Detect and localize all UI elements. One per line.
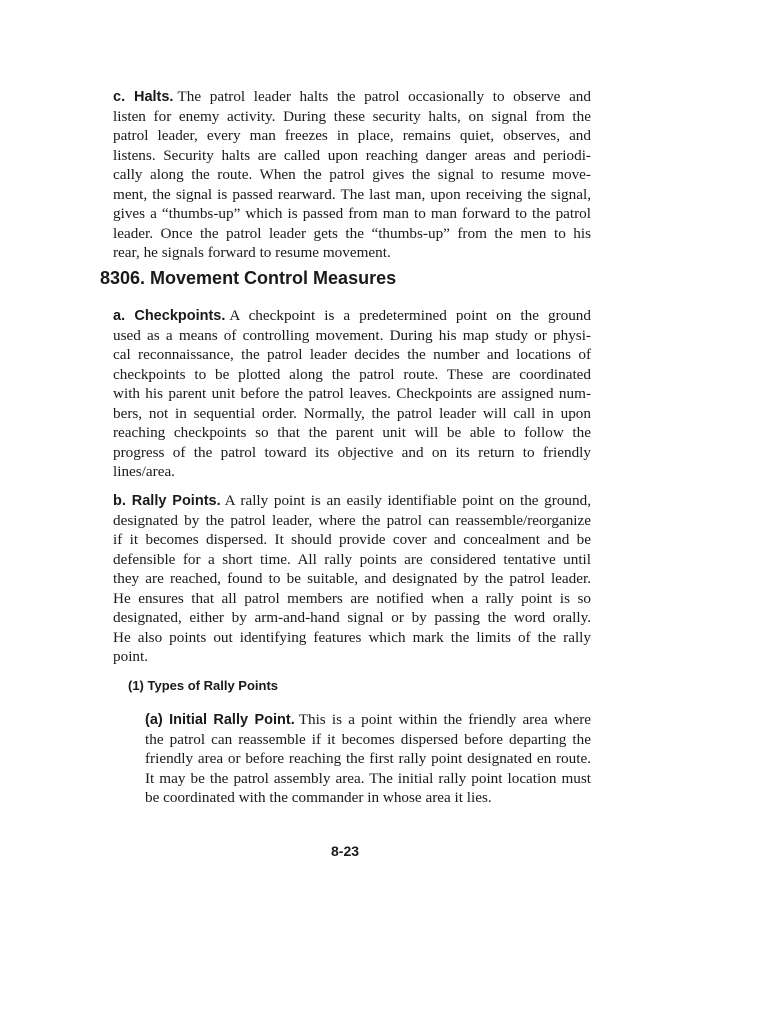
line-text: friendly area or before reaching the first rally point designated en route. (145, 750, 591, 767)
text-line (113, 224, 591, 244)
line-text: A checkpoint is a predetermined point on the ground (229, 307, 591, 324)
line-text: patrol leader, every man freezes in place, remains quiet, observes, and (113, 127, 591, 144)
line-text: if it becomes dispersed. It should provide cover and concealment and be (113, 531, 591, 548)
text-line (113, 647, 591, 667)
text-line (113, 404, 591, 424)
text-line (113, 243, 591, 263)
line-text: listens. Security halts are called upon reaching danger areas and periodi- (113, 146, 591, 164)
line-text: A rally point is an easily identifiable point on the ground, (224, 492, 592, 509)
text-line (113, 462, 591, 482)
line-text: designated by the patrol leader, where the patrol can reassemble/reorganize (113, 511, 591, 529)
text-line (145, 730, 591, 750)
text-line (113, 628, 591, 648)
page-number: 8-23 (331, 843, 360, 859)
run-in-heading: b. Rally Points. (113, 493, 221, 509)
text-line (113, 443, 591, 463)
text-line (113, 107, 591, 127)
text-line (113, 491, 591, 511)
line-text: cally along the route. When the patrol gives the signal to resume move- (113, 166, 591, 183)
text-line (113, 126, 591, 146)
text-line (113, 384, 591, 404)
line-text: He also points out identifying features which mark the limits of the rally (113, 628, 591, 646)
line-text: defensible for a short time. All rally points are considered tentative until (113, 550, 591, 568)
line-text: cal reconnaissance, the patrol leader decides the number and locations of (113, 346, 591, 363)
initial-rally-point-paragraph (145, 710, 591, 808)
line-text: point. (113, 648, 149, 665)
text-line (113, 511, 591, 531)
text-line (113, 530, 591, 550)
text-line (145, 769, 591, 789)
line-text: progress of the patrol toward its objective and on its return to friendly (113, 443, 591, 461)
line-text: ment, the signal is passed rearward. The last man, upon receiving the signal, (113, 185, 591, 203)
run-in-heading: (a) Initial Rally Point. (145, 712, 295, 728)
types-of-rally-points-heading: (1) Types of Rally Points (128, 678, 279, 693)
line-text: It may be the patrol assembly area. The initial rally point location must (145, 769, 591, 787)
line-text: with his parent unit before the patrol leaves. Checkpoints are assigned num- (113, 385, 591, 402)
text-line (113, 608, 591, 628)
text-line (113, 569, 591, 589)
line-text: leader. Once the patrol leader gets the “thumbs-up” from the men to his (113, 224, 591, 242)
text-line (113, 87, 591, 107)
run-in-heading: a. Checkpoints. (113, 308, 226, 324)
line-text: they are reached, found to be suitable, and designated by the patrol leader. (113, 570, 591, 587)
line-text: bers, not in sequential order. Normally, the patrol leader will call in upon (113, 404, 591, 422)
line-text: This is a point within the friendly area where (298, 711, 591, 728)
line-text: listen for enemy activity. During these security halts, on signal from the (113, 107, 591, 125)
line-text: He ensures that all patrol members are notified when a rally point is so (113, 589, 591, 607)
section-title: 8306. Movement Control Measures (100, 268, 397, 288)
line-text: the patrol can reassemble if it becomes dispersed before departing the (145, 730, 591, 748)
line-text: The patrol leader halts the patrol occasionally to observe and (177, 88, 591, 105)
rally-points-paragraph (113, 491, 591, 667)
line-text: gives a “thumbs-up” which is passed from man to man forward to the patrol (113, 205, 591, 222)
text-line (113, 423, 591, 443)
run-in-heading: c. Halts. (113, 89, 174, 105)
halts-paragraph (113, 87, 591, 263)
line-text: rear, he signals forward to resume movement. (113, 244, 391, 261)
line-text: lines/area. (113, 463, 175, 480)
text-line (113, 204, 591, 224)
text-line (113, 589, 591, 609)
text-line (113, 165, 591, 185)
text-line (113, 326, 591, 346)
text-line (113, 306, 591, 326)
text-line (113, 185, 591, 205)
text-line (113, 146, 591, 166)
text-line (113, 365, 591, 385)
text-line (145, 788, 591, 808)
text-line (113, 345, 591, 365)
text-line (113, 550, 591, 570)
text-line (145, 710, 591, 730)
line-text: used as a means of controlling movement. During his map study or physi- (113, 326, 591, 344)
text-line (145, 749, 591, 769)
line-text: designated, either by arm-and-hand signal or by passing the word orally. (113, 609, 591, 626)
checkpoints-paragraph (113, 306, 591, 482)
line-text: checkpoints to be plotted along the patrol route. These are coordinated (113, 365, 591, 383)
line-text: be coordinated with the commander in whose area it lies. (145, 789, 492, 806)
line-text: reaching checkpoints so that the parent unit will be able to follow the (113, 424, 591, 441)
